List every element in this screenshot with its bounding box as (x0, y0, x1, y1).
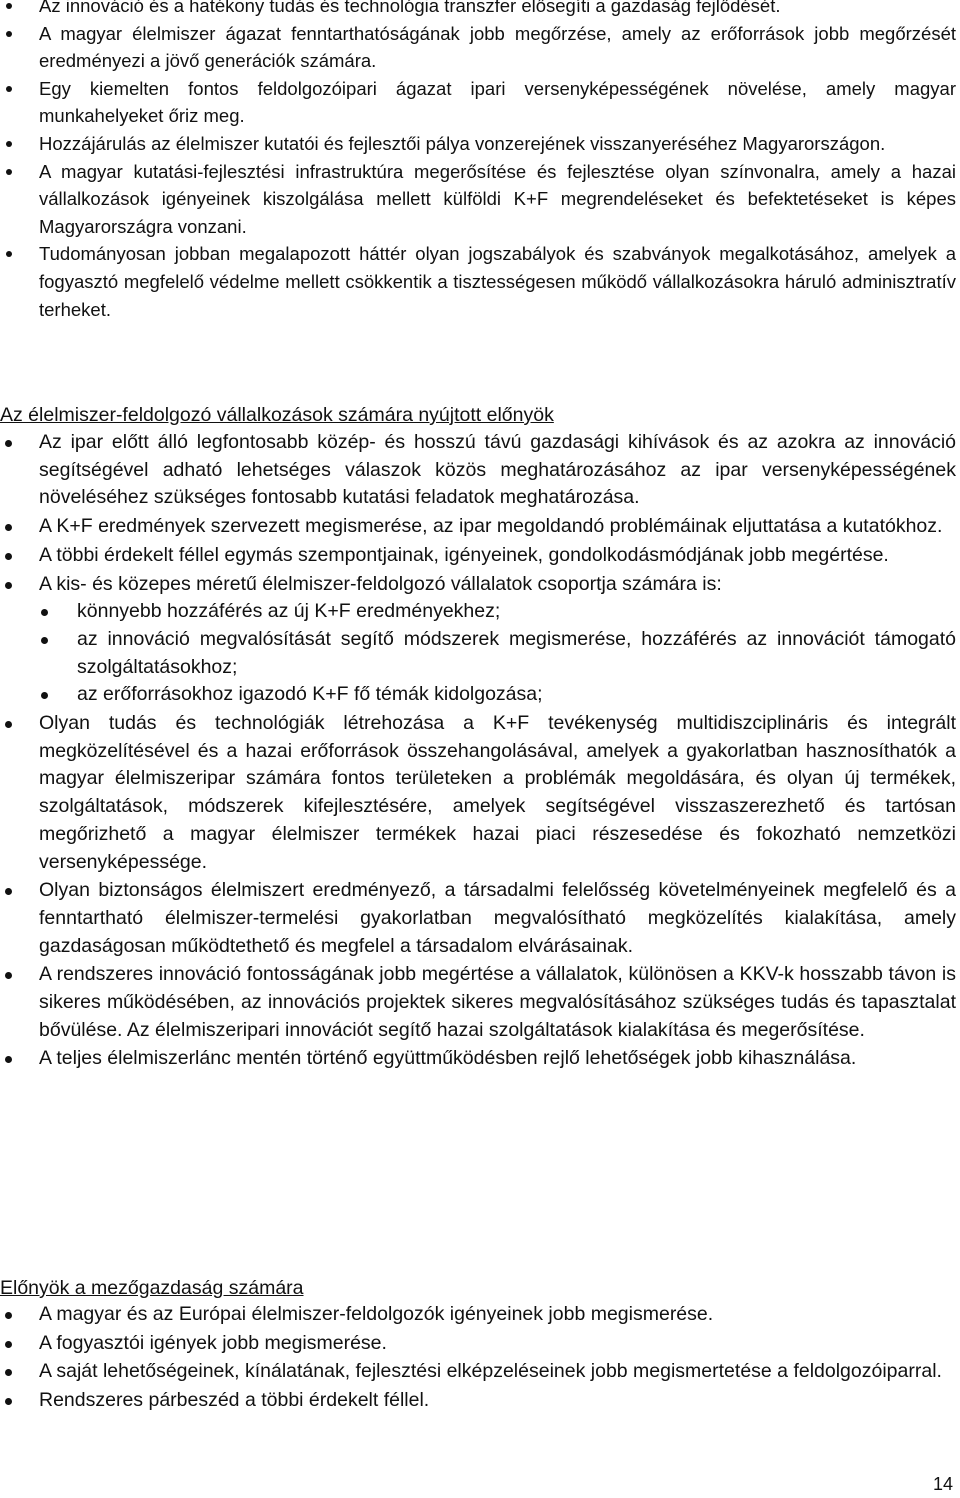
list-item: Hozzájárulás az élelmiszer kutatói és fejlesztői pálya vonzerejének visszanyeréséhez Magyarországon. (39, 130, 956, 158)
list-item: Az ipar előtt álló legfontosabb közép- és hosszú távú gazdasági kihívások és az azokra az innováció segítségével adható lehetséges válaszok közös meghatározásához az ipar versenyképességének növeléséhez szükséges fontosabb kutatási feladatok meghatározása. (39, 429, 956, 512)
list-item: A magyar élelmiszer ágazat fenntarthatóságának jobb megőrzése, amely az erőforrások jobb megőrzését eredményezi a jövő generációk számára. (39, 20, 956, 75)
list-item: Egy kiemelten fontos feldolgozóipari ágazat ipari versenyképességének növelése, amely magyar munkahelyeket őriz meg. (39, 75, 956, 130)
agriculture-benefits-list (39, 1301, 956, 1416)
intro-bullet-list (39, 0, 956, 323)
list-item: Olyan biztonságos élelmiszert eredményező, a társadalmi felelősség követelményeinek megfelelő és a fenntartható élelmiszer-termelési gyakorlatban megvalósítható megközelítés kialakítása, amely gazdaságosan működtethető és megfelel a társadalom elvárásainak. (39, 877, 956, 960)
list-item: A saját lehetőségeinek, kínálatának, fejlesztési elképzeléseinek jobb megismertetése a feldolgozóiparral. (39, 1358, 956, 1386)
sub-list-item: könnyebb hozzáférés az új K+F eredményekhez; (77, 598, 956, 626)
list-item: A K+F eredmények szervezett megismerése, az ipar megoldandó problémáinak eljuttatása a kutatókhoz. (39, 513, 956, 541)
sub-list-item: az innováció megvalósítását segítő módszerek megismerése, hozzáférés az innovációt támogató szolgáltatásokhoz; (77, 626, 956, 681)
list-item: A fogyasztói igények jobb megismerése. (39, 1330, 956, 1358)
list-item: A magyar kutatási-fejlesztési infrastruktúra megerősítése és fejlesztése olyan színvonalra, amely a hazai vállalkozások igényeinek kiszolgálása mellett külföldi K+F megrendeléseket és befektetéseket is képes Magyarországra vonzani. (39, 158, 956, 241)
list-item-text: A kis- és közepes méretű élelmiszer-feldolgozó vállalatok csoportja számára is: (39, 572, 722, 595)
list-item: Az innováció és a hatékony tudás és technológia transzfer elősegíti a gazdaság fejlődését. (39, 0, 956, 20)
list-item (39, 571, 956, 710)
list-item: Tudományosan jobban megalapozott háttér olyan jogszabályok és szabványok megalkotásához, amelyek a fogyasztó megfelelő védelme mellett csökkentik a tisztességesen működő vállalkozásokra háruló adminisztratív terheket. (39, 240, 956, 323)
sub-list-item: az erőforrásokhoz igazodó K+F fő témák kidolgozása; (77, 681, 956, 709)
food-processor-benefits-list (39, 429, 956, 1074)
list-item: Olyan tudás és technológiák létrehozása a K+F tevékenység multidiszciplináris és integrált megközelítésével és a hazai erőforrások összehangolásával, amelyek a gyakorlatban hasznosíthatók a magyar élelmiszeripar számára fontos területeken a problémák megoldására, és olyan új termékek, szolgáltatások, módszerek kifejlesztésére, amelyek segítségével visszaszerezhető és tartósan megőrizhető a magyar élelmiszer termékek hazai piaci részesedése és fokozható nemzetközi versenyképessége. (39, 710, 956, 876)
list-item: A teljes élelmiszerlánc mentén történő együttműködésben rejlő lehetőségek jobb kihasználása. (39, 1045, 956, 1073)
section-heading-agriculture: Előnyök a mezőgazdaság számára (0, 1277, 304, 1299)
section-heading-food-processors: Az élelmiszer-feldolgozó vállalkozások számára nyújtott előnyök (0, 404, 554, 426)
sme-sub-list (39, 598, 956, 709)
list-item: A magyar és az Európai élelmiszer-feldolgozók igényeinek jobb megismerése. (39, 1301, 956, 1329)
page-number: 14 (932, 1474, 953, 1494)
list-item: A többi érdekelt féllel egymás szempontjainak, igényeinek, gondolkodásmódjának jobb megértése. (39, 542, 956, 570)
list-item: Rendszeres párbeszéd a többi érdekelt féllel. (39, 1387, 956, 1415)
list-item: A rendszeres innováció fontosságának jobb megértése a vállalatok, különösen a KKV-k hosszabb távon is sikeres működésében, az innovációs projektek sikeres megvalósításához szükséges tudás és tapasztalat bővülése. Az élelmiszeripari innovációt segítő hazai szolgáltatások kialakítása és megerősítése. (39, 961, 956, 1044)
